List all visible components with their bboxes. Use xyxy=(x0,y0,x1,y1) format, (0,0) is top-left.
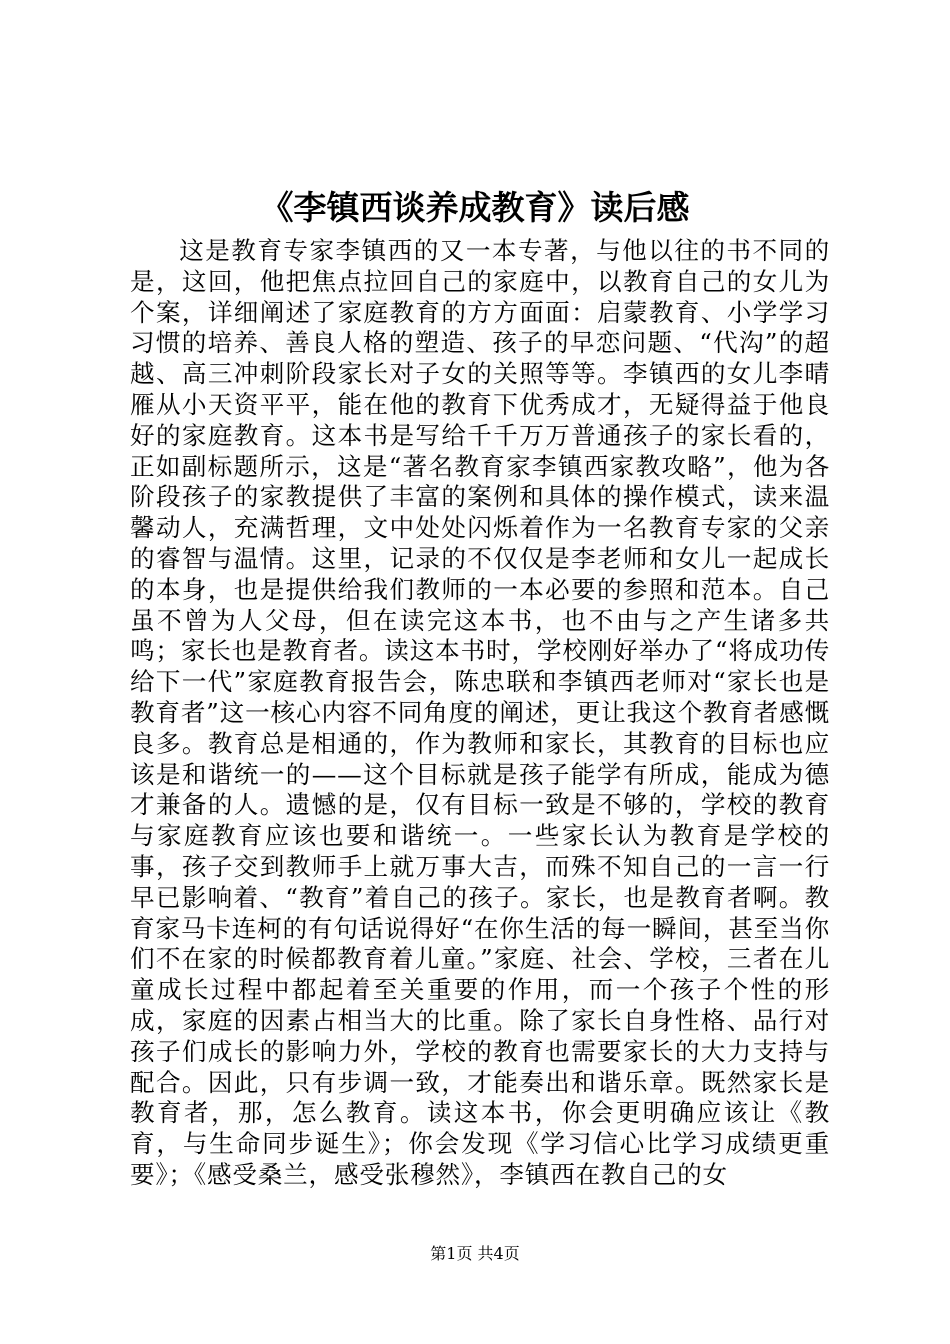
document-body-paragraph: 这是教育专家李镇西的又一本专著，与他以往的书不同的是，这回，他把焦点拉回自己的家庭中，以教育自己的女儿为个案，详细阐述了家庭教育的方方面面：启蒙教育、小学学习习惯的培养、善良人格的塑造、孩子的早恋问题、“代沟”的超越、高三冲刺阶段家长对子女的关照等等。李镇西的女儿李晴雁从小天资平平，能在他的教育下优秀成才，无疑得益于他良好的家庭教育。这本书是写给千千万万普通孩子的家长看的，正如副标题所示，这是“著名教育家李镇西家教攻略”，他为各阶段孩子的家教提供了丰富的案例和具体的操作模式，读来温馨动人，充满哲理，文中处处闪烁着作为一名教育专家的父亲的睿智与温情。这里，记录的不仅仅是李老师和女儿一起成长的本身，也是提供给我们教师的一本必要的参照和范本。自己虽不曾为人父母，但在读完这本书，也不由与之产生诸多共鸣；家长也是教育者。读这本书时，学校刚好举办了“将成功传给下一代”家庭教育报告会，陈忠联和李镇西老师对“家长也是教育者”这一核心内容不同角度的阐述，更让我这个教育者感慨良多。教育总是相通的，作为教师和家长，其教育的目标也应该是和谐统一的——这个目标就是孩子能学有所成，能成为德才兼备的人。遗憾的是，仅有目标一致是不够的，学校的教育与家庭教育应该也要和谐统一。一些家长认为教育是学校的事，孩子交到教师手上就万事大吉，而殊不知自己的一言一行早已影响着、“教育”着自己的孩子。家长，也是教育者啊。教育家马卡连柯的有句话说得好“在你生活的每一瞬间，甚至当你们不在家的时候都教育着儿童。”家庭、社会、学校，三者在儿童成长过程中都起着至关重要的作用，而一个孩子个性的形成，家庭的因素占相当大的比重。除了家长自身性格、品行对孩子们成长的影响力外，学校的教育也需要家长的大力支持与配合。因此，只有步调一致，才能奏出和谐乐章。既然家长是教育者，那，怎么教育。读这本书，你会更明确应该让《教育，与生命同步诞生》；你会发现《学习信心比学习成绩更重要》；《感受桑兰，感受张穆然》，李镇西在教自己的女 xyxy=(130,236,830,1189)
page-number-footer: 第1页 共4页 xyxy=(430,1244,520,1263)
document-title: 《李镇西谈养成教育》读后感 xyxy=(260,188,690,227)
